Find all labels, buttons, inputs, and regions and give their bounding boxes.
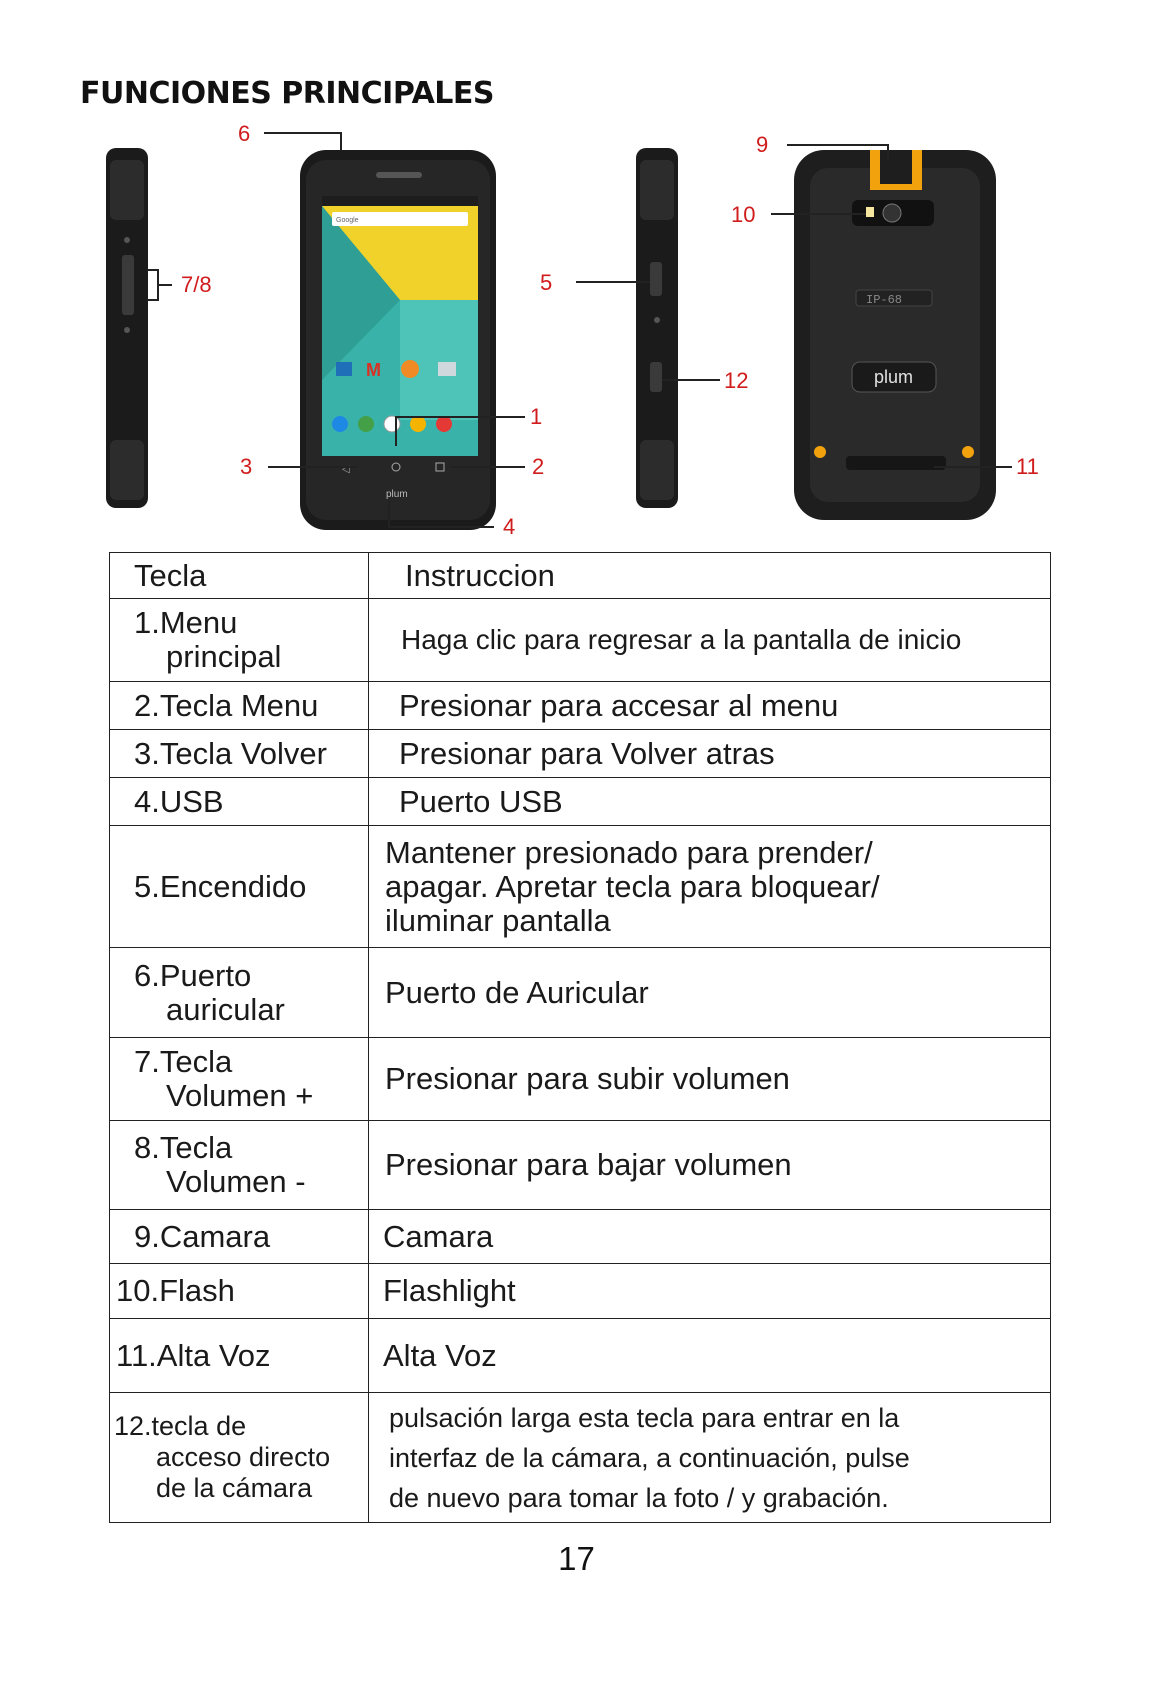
table-row bbox=[110, 682, 1051, 730]
instruction-cell bbox=[369, 1038, 1051, 1121]
key-text: Volumen - bbox=[166, 1164, 306, 1199]
functions-table bbox=[109, 552, 1051, 1523]
instruction-text: iluminar pantalla bbox=[385, 902, 611, 938]
table-row bbox=[110, 730, 1051, 778]
instruction-text: Mantener presionado para prender/ bbox=[385, 834, 873, 870]
mail-icon: M bbox=[366, 360, 381, 380]
callout-3: 3 bbox=[240, 454, 253, 479]
instruction-text: pulsación larga esta tecla para entrar en la bbox=[389, 1402, 900, 1433]
search-label: Google bbox=[336, 217, 359, 224]
instruction-text: Camara bbox=[383, 1218, 494, 1254]
instruction-text: Haga clic para regresar a la pantalla de inicio bbox=[401, 624, 962, 655]
callout-1: 1 bbox=[530, 404, 543, 429]
instruction-cell bbox=[369, 1121, 1051, 1210]
table-row bbox=[110, 599, 1051, 682]
chrome-icon bbox=[410, 416, 426, 432]
store-icon bbox=[438, 362, 456, 376]
key-text: principal bbox=[166, 639, 282, 674]
table-row bbox=[110, 1038, 1051, 1121]
speaker-grille bbox=[846, 456, 946, 470]
instruction-text: apagar. Apretar tecla para bloquear/ bbox=[385, 868, 880, 904]
key-text: 3.Tecla Volver bbox=[134, 735, 327, 771]
key-cell bbox=[110, 1121, 369, 1210]
instruction-text: Alta Voz bbox=[383, 1337, 497, 1373]
camera-app-icon bbox=[436, 416, 452, 432]
instruction-cell bbox=[369, 599, 1051, 682]
key-text: 4.USB bbox=[134, 783, 224, 819]
phone-diagram bbox=[0, 120, 1153, 540]
key-text: 12.tecla de bbox=[114, 1411, 247, 1441]
table-row bbox=[110, 1393, 1051, 1523]
key-cell bbox=[110, 1264, 369, 1319]
key-cell bbox=[110, 826, 369, 948]
phone-back bbox=[794, 150, 996, 520]
instruction-cell bbox=[369, 948, 1051, 1038]
key-text: 10.Flash bbox=[116, 1273, 235, 1308]
instruction-text: Presionar para subir volumen bbox=[385, 1061, 790, 1096]
instruction-text: Flashlight bbox=[383, 1273, 516, 1308]
key-text: 5.Encendido bbox=[134, 868, 307, 904]
callout-12: 12 bbox=[724, 368, 749, 393]
key-cell bbox=[110, 599, 369, 682]
table-header-row bbox=[110, 553, 1051, 599]
instruction-text: Presionar para bajar volumen bbox=[385, 1147, 792, 1182]
key-text: 8.Tecla bbox=[134, 1130, 233, 1165]
key-cell bbox=[110, 948, 369, 1038]
callout-2: 2 bbox=[532, 454, 545, 479]
key-text: 9.Camara bbox=[134, 1218, 271, 1254]
back-key-icon: ◁ bbox=[342, 464, 350, 475]
instruction-cell bbox=[369, 1393, 1051, 1523]
key-text: 7.Tecla bbox=[134, 1044, 233, 1079]
table-row bbox=[110, 948, 1051, 1038]
front-brand-logo: plum bbox=[386, 489, 408, 500]
key-text: auricular bbox=[166, 991, 285, 1027]
instruction-cell bbox=[369, 826, 1051, 948]
phone-side-right bbox=[636, 148, 678, 508]
key-text: 11.Alta Voz bbox=[116, 1337, 271, 1373]
camera-lens-icon bbox=[883, 204, 901, 222]
key-cell bbox=[110, 1393, 369, 1523]
instruction-cell bbox=[369, 1264, 1051, 1319]
key-text: 6.Puerto bbox=[134, 957, 252, 993]
table-row bbox=[110, 1319, 1051, 1393]
callout-6: 6 bbox=[238, 121, 251, 146]
instruction-text: Presionar para Volver atras bbox=[399, 735, 775, 771]
table-row bbox=[110, 778, 1051, 826]
table-row bbox=[110, 1210, 1051, 1264]
instruction-text: de nuevo para tomar la foto / y grabación. bbox=[389, 1482, 889, 1513]
instruction-cell bbox=[369, 730, 1051, 778]
callout-10: 10 bbox=[731, 202, 756, 227]
header-instruction: Instruccion bbox=[369, 553, 1051, 599]
instruction-text: Puerto USB bbox=[399, 783, 563, 819]
table-row bbox=[110, 826, 1051, 948]
key-text: Volumen + bbox=[166, 1078, 314, 1113]
callout-4: 4 bbox=[503, 514, 516, 539]
music-icon bbox=[401, 360, 419, 378]
instruction-cell bbox=[369, 682, 1051, 730]
instruction-text: Puerto de Auricular bbox=[385, 974, 649, 1010]
earpiece bbox=[376, 172, 422, 178]
instruction-text: interfaz de la cámara, a continuación, pulse bbox=[389, 1442, 910, 1473]
callout-11: 11 bbox=[1016, 454, 1039, 479]
instruction-text: Presionar para accesar al menu bbox=[399, 687, 839, 723]
header-key: Tecla bbox=[110, 553, 369, 599]
phone-front bbox=[300, 150, 496, 530]
messages-app-icon bbox=[358, 416, 374, 432]
back-brand-logo: plum bbox=[874, 367, 914, 387]
app-drawer-icon bbox=[384, 416, 400, 432]
app-icon bbox=[336, 362, 352, 376]
key-text: 1.Menu bbox=[134, 605, 238, 640]
page-number: 17 bbox=[558, 1540, 595, 1577]
phone-app-icon bbox=[332, 416, 348, 432]
table-row bbox=[110, 1121, 1051, 1210]
key-text: 2.Tecla Menu bbox=[134, 687, 319, 723]
ip-rating-label: IP-68 bbox=[866, 293, 903, 307]
key-cell bbox=[110, 1210, 369, 1264]
key-cell bbox=[110, 778, 369, 826]
instruction-cell bbox=[369, 1319, 1051, 1393]
key-cell bbox=[110, 1319, 369, 1393]
instruction-cell bbox=[369, 778, 1051, 826]
key-cell bbox=[110, 730, 369, 778]
key-text: acceso directo bbox=[156, 1442, 331, 1472]
page-title: FUNCIONES PRINCIPALES bbox=[80, 76, 494, 111]
table-row bbox=[110, 1264, 1051, 1319]
instruction-cell bbox=[369, 1210, 1051, 1264]
key-cell bbox=[110, 1038, 369, 1121]
key-text: de la cámara bbox=[156, 1473, 313, 1503]
callout-9: 9 bbox=[756, 132, 769, 157]
key-cell bbox=[110, 682, 369, 730]
flash-led-icon bbox=[866, 207, 874, 217]
callout-7-8: 7/8 bbox=[181, 272, 212, 297]
phone-side-left bbox=[106, 148, 148, 508]
callout-5: 5 bbox=[540, 270, 553, 295]
